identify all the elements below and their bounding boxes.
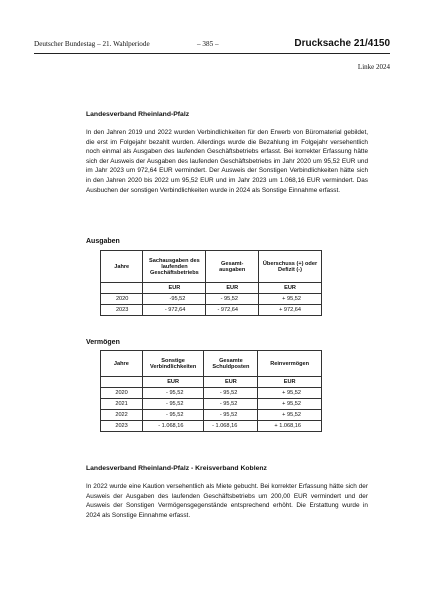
value-cell: - 95,52: [142, 410, 204, 421]
unit-cell: [101, 283, 143, 294]
value-cell: + 95,52: [258, 388, 322, 399]
value-cell: + 95,52: [259, 294, 322, 305]
section-heading-rheinland-pfalz: Landesverband Rheinland-Pfalz: [86, 111, 190, 118]
value-cell: - 95,52: [142, 399, 204, 410]
unit-cell: EUR: [259, 283, 322, 294]
ausgaben-table: [100, 250, 322, 316]
unit-cell: EUR: [258, 377, 322, 388]
table-row: [101, 410, 322, 421]
value-cell: + 972,64: [259, 305, 322, 316]
column-header: Überschuss (+) oder Defizit (-): [259, 251, 322, 283]
value-cell: - 972,64: [206, 305, 259, 316]
value-cell: - 1.068,16: [142, 421, 204, 432]
value-cell: + 95,52: [258, 399, 322, 410]
unit-cell: [101, 377, 143, 388]
unit-cell: EUR: [143, 283, 206, 294]
value-cell: - 95,52: [204, 388, 258, 399]
value-cell: - 95,52: [204, 399, 258, 410]
column-header: Jahre: [101, 351, 143, 377]
table-row: [101, 399, 322, 410]
table-header-row: [101, 351, 322, 377]
table-row: [101, 388, 322, 399]
party-label: Linke 2024: [357, 63, 390, 71]
column-header: Sachausgaben des laufenden Geschäftsbetriebs: [143, 251, 206, 283]
year-cell: 2021: [101, 399, 143, 410]
vermoegen-table-label: Vermögen: [86, 339, 120, 346]
year-cell: 2020: [101, 388, 143, 399]
column-header: Reinvermögen: [258, 351, 322, 377]
column-header: Jahre: [101, 251, 143, 283]
value-cell: - 95,52: [142, 388, 204, 399]
value-cell: - 972,64: [143, 305, 206, 316]
value-cell: - 95,52: [206, 294, 259, 305]
header-divider: [34, 53, 390, 54]
page-header: [34, 40, 390, 52]
year-cell: 2023: [101, 421, 143, 432]
value-cell: - 1.068,16: [204, 421, 258, 432]
table-unit-row: [101, 377, 322, 388]
header-publication: Deutscher Bundestag – 21. Wahlperiode: [34, 40, 150, 48]
table-row: [101, 421, 322, 432]
header-document-number: Drucksache 21/4150: [294, 38, 390, 49]
column-header: Sonstige Verbindlichkeiten: [142, 351, 204, 377]
section-body-koblenz: In 2022 wurde eine Kaution versehentlich als Miete gebucht. Bei korrekter Erfassung hätte sich der Ausweis der Ausgaben des laufenden Geschäftsbetriebs um 200,00 EUR vermindert und der Ausweis der Sonstigen Vermögensgegenstände entsprechend erhöht. Die Erstattung wurde in 2024 als Sonstige Einnahme erfasst.: [86, 483, 368, 519]
unit-cell: EUR: [206, 283, 259, 294]
unit-cell: EUR: [142, 377, 204, 388]
section-heading-koblenz: Landesverband Rheinland-Pfalz - Kreisverband Koblenz: [86, 465, 267, 472]
year-cell: 2023: [101, 305, 143, 316]
table-unit-row: [101, 283, 322, 294]
column-header: Gesamt-ausgaben: [206, 251, 259, 283]
vermoegen-table: [100, 350, 322, 432]
year-cell: 2020: [101, 294, 143, 305]
header-page-number: – 385 –: [197, 40, 219, 48]
table-row: [101, 305, 322, 316]
value-cell: + 1.068,16: [258, 421, 322, 432]
unit-cell: EUR: [204, 377, 258, 388]
value-cell: - 95,52: [204, 410, 258, 421]
section-body-rheinland-pfalz: In den Jahren 2019 und 2022 wurden Verbindlichkeiten für den Erwerb von Büromaterial gebildet, die erst im Folgejahr bezahlt wurden. Allerdings wurde die Bezahlung im Folgejahr versehentlich noch einmal als Ausgaben des laufenden Geschäftsbetriebs erfasst. Bei korrekter Erfassung hätte sich der Ausweis der Ausgaben des laufenden Geschäftsbetriebs im Jahr 2020 um 95,52 EUR und im Jahr 2023 um 972,64 EUR vermindert. Der Ausweis der Sonstigen Verbindlichkeiten hätte sich in den Jahren 2020 bis 2022 um 95,52 EUR und im Jahr 2023 um 1.068,16 EUR vermindert. Das Ausbuchen der sonstigen Verbindlichkeiten wurde in 2024 als Sonstige Einnahme erfasst.: [86, 129, 368, 194]
table-row: [101, 294, 322, 305]
value-cell: -95,52: [143, 294, 206, 305]
table-header-row: [101, 251, 322, 283]
column-header: Gesamte Schuldposten: [204, 351, 258, 377]
year-cell: 2022: [101, 410, 143, 421]
value-cell: + 95,52: [258, 410, 322, 421]
ausgaben-table-label: Ausgaben: [86, 238, 120, 245]
